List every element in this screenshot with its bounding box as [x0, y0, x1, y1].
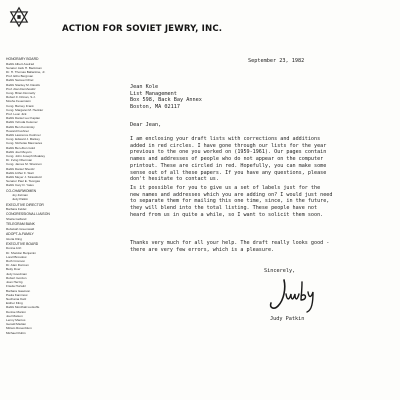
closing: Sincerely, — [264, 268, 296, 274]
board-member-name: Dr. H. Thomas Ballantine, Jr. — [6, 70, 46, 74]
address-line: Jean Kole — [130, 84, 159, 90]
board-member-name: Rabbi Albert Axelrad — [6, 61, 35, 66]
letter-line: printout. These are circled in red. Hopefully, you can make some — [130, 162, 327, 169]
board-member-name: Cong. James M. Shannon — [6, 162, 42, 167]
letter-line: to separate them for mailing this one time, since, in the future, — [130, 198, 330, 205]
board-member-name: Rabbi Arthur F. Starr — [6, 170, 35, 175]
letter-line: I am enclosing your draft lists with corrections and additions — [130, 136, 321, 142]
board-member-name: Michael Rubin — [6, 330, 26, 335]
board-member-name: Gloria Kling — [6, 236, 22, 241]
board-member-name: Gerald Mazian — [6, 322, 27, 327]
letter-date: September 23, 1982 — [248, 58, 305, 64]
board-member-name: Cong. Barney Frank — [6, 103, 34, 108]
organization-name: ACTION FOR SOVIET JEWRY, INC. — [62, 24, 223, 34]
board-member-name: Rabbi Samuel Chiel — [6, 78, 34, 83]
sidebar-section — [6, 203, 86, 212]
board-member-name: Prof. Ethu Bergman — [6, 74, 34, 79]
board-member-name: Cong. Edward J. Markey — [6, 137, 40, 142]
sidebar-heading: CONGRESSIONAL LIAISON — [6, 212, 50, 217]
letter-line: previous to the one you worked on (1959-1961). Our pages contain — [130, 149, 327, 156]
board-member-name: Dr. Irving Oberman — [6, 158, 33, 163]
board-member-name: Rabbi Lawrence Kushner — [6, 133, 41, 138]
letter-line: sense out of all these papers. If you have any questions, please — [130, 169, 327, 176]
sidebar-heading: EXECUTIVE DIRECTOR — [6, 202, 44, 207]
board-member-name: Rabbi Joel Meyers — [6, 149, 32, 154]
sidebar-heading: TELEGRAM BANK — [6, 222, 35, 227]
board-member-name: Rabbi Stanley M. Davids — [6, 82, 40, 87]
letter-line: Is it possible for you to give us a set of labels just for the — [130, 185, 321, 191]
board-member-name: Nechama Katz — [6, 296, 27, 301]
address-line: Box 598, Back Bay Annex — [130, 97, 202, 104]
board-member-name: Joel Matson — [6, 313, 23, 318]
sidebar-heading: CO-CHAIRWOMEN — [6, 188, 37, 193]
board-member-name: Senator Paul E. Tsongas — [6, 179, 40, 184]
board-member-name: Cong. Nicholas Mavroules — [6, 141, 43, 146]
board-member-name: Joan Herzig — [6, 280, 23, 285]
letter-line: they will blend into the total listing. These people have not — [130, 205, 318, 212]
board-member-name: Cong. Margaret M. Heckler — [6, 107, 44, 112]
board-member-name: Rabbi Ben Kominsky — [6, 124, 35, 129]
board-member-name: Rabbi Daniel Lev Kaplan — [6, 116, 41, 121]
board-member-name: Sheila Gelfand — [6, 217, 27, 222]
sidebar-section — [6, 242, 86, 335]
board-member-name: Dr. Sheldon Benjamin — [6, 250, 36, 255]
board-member-name: Miriam Rosenblum — [6, 326, 32, 331]
recipient-address — [130, 84, 202, 110]
address-line: List Management — [130, 90, 177, 97]
board-member-name: Esther Kling — [6, 301, 23, 306]
board-member-name: Rabbi Ben-Zion Gold — [6, 145, 35, 150]
letter-line: don't hesitate to contact us. — [130, 176, 219, 183]
letter-line: new names and addresses which you are adding on? I would just need — [130, 191, 333, 198]
address-line: Boston, MA 02117 — [130, 103, 180, 110]
salutation: Dear Jean, — [130, 122, 162, 128]
paragraph-3 — [130, 240, 392, 253]
board-member-name: Robert Gordon — [6, 275, 27, 280]
board-member-name: Ruth Cronson — [6, 259, 26, 264]
board-member-name: Prof. Leon Jick — [6, 112, 27, 117]
board-member-name: Rabbi Meyer J. Strassfeld — [6, 175, 42, 180]
board-member-name: Robert F. Drinan, S.J. — [6, 95, 36, 100]
board-member-name: Barbara Feldel — [6, 207, 27, 212]
handwritten-signature — [262, 276, 322, 318]
board-member-name: Rabbi Yehuda Kelemer — [6, 120, 38, 125]
board-member-name: Donna Arzt — [6, 246, 22, 251]
board-member-name: Lenny Marcus — [6, 317, 26, 322]
board-member-name: Barbara Isaacson — [6, 288, 31, 293]
sidebar-section — [6, 222, 86, 231]
board-member-name: Denise Marion — [6, 309, 26, 314]
sidebar-section — [6, 57, 86, 188]
paragraph-2 — [130, 185, 392, 219]
board-member-name: Rabbi Cary D. Yales — [6, 183, 34, 188]
board-member-name: Frieda Hurwitz — [6, 284, 26, 289]
board-member-name: Dr. Alan Dorman — [6, 263, 29, 268]
sidebar-section — [6, 212, 86, 221]
sidebar-heading: EXECUTIVE BOARD — [6, 241, 39, 246]
board-member-name: Judy Patkin — [12, 197, 28, 202]
sidebar-heading: ADOPT-A-FAMILY — [6, 232, 34, 237]
board-member-name: Judy Goodman — [6, 271, 27, 276]
board-member-name: Cong. John Joseph Moakley — [6, 154, 46, 159]
board-member-name: Rebekah Greenwald — [6, 226, 35, 231]
board-member-name: Rabbi Mordhali Luxkoffe — [6, 305, 40, 310]
board-member-name: Cong. Brian Donnelly — [6, 91, 36, 96]
board-member-name: Lorell Brosdow — [6, 254, 27, 259]
letter-line: names and addresses of people who do not appear on the computer — [130, 156, 324, 163]
sidebar-section — [6, 189, 86, 202]
board-member-name: Betty Dver — [6, 267, 21, 272]
board-member-name: Rabbi Daniel Shevitz — [6, 166, 35, 171]
paragraph-1 — [130, 136, 392, 183]
board-member-name: Howard Kushner — [6, 128, 30, 133]
board-member-name: Paula Kaminow — [6, 292, 28, 297]
sidebar-heading: HONORARY BOARD — [6, 57, 39, 61]
letter-line: added in red circles. I have gone through our lists for the year — [130, 142, 327, 149]
letter-line: Thanks very much for all your help. The draft really looks good - — [130, 240, 330, 246]
star-of-david-icon — [8, 6, 30, 28]
signer-name: Judy Patkin — [270, 316, 305, 322]
board-member-name: Joy Zelman — [12, 193, 28, 198]
board-member-name: Moshe Feuerstein — [6, 99, 31, 104]
board-member-name: Prof. Alan Dershowitz — [6, 86, 36, 91]
board-member-list — [6, 56, 86, 335]
letter-line: there are very few errors, which is a pleasure. — [130, 246, 275, 253]
sidebar-section — [6, 232, 86, 241]
board-member-name: Senator Jack H. Backman — [6, 65, 42, 70]
letter-line: heard from us in quite a while, so I want to solicit them soon. — [130, 211, 324, 218]
